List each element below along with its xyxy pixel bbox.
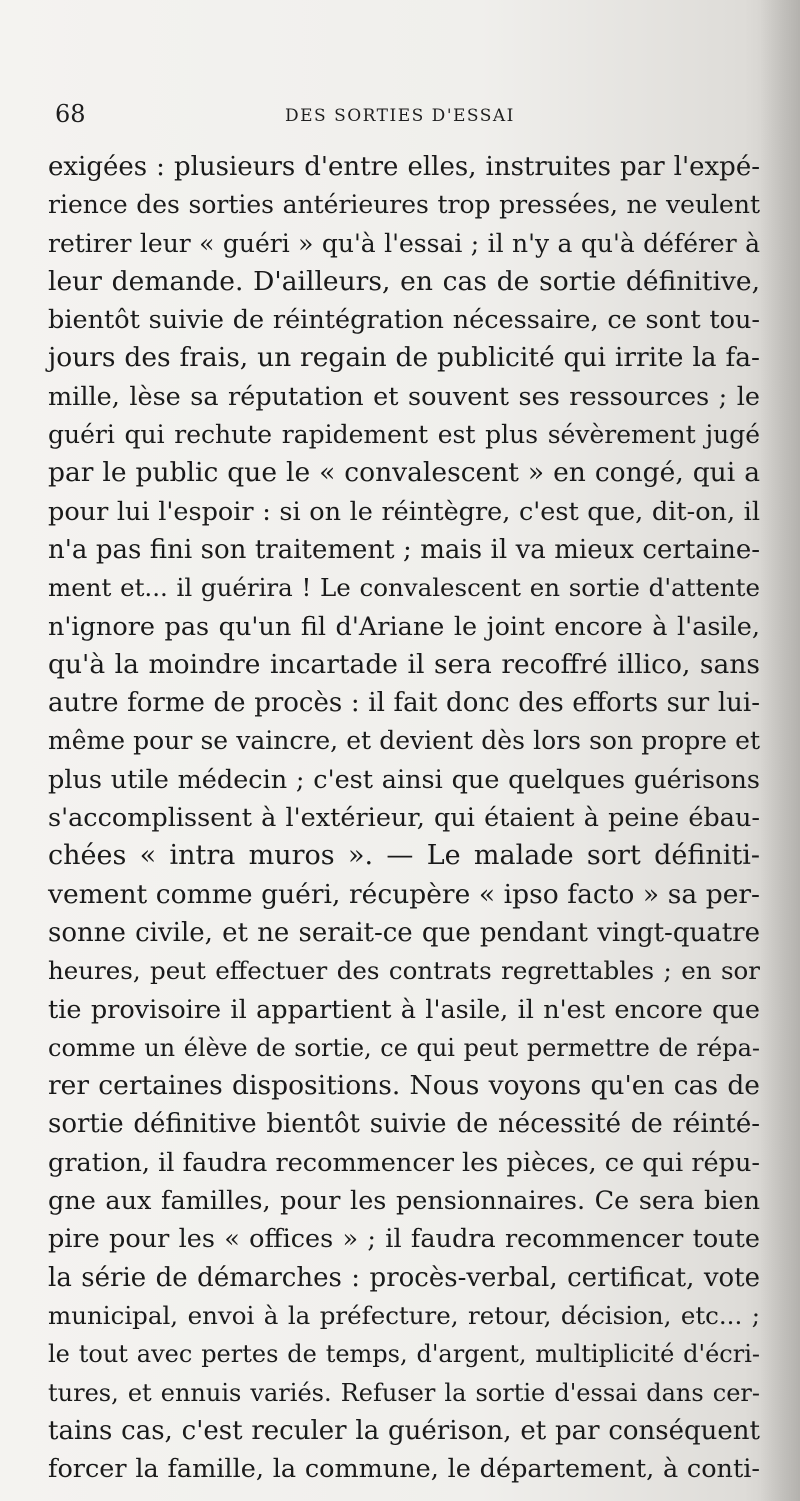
text-line: heures, peut effectuer des contrats regrettables ; en sor	[48, 956, 760, 986]
running-head	[55, 100, 755, 140]
text-line: bientôt suivie de réintégration nécessaire, ce sont tou-	[48, 305, 760, 336]
page-number: 68	[55, 100, 86, 128]
text-line: gration, il faudra recommencer les pièces, ce qui répu-	[48, 1147, 760, 1178]
text-line: jours des frais, un regain de publicité qui irrite la fa-	[48, 342, 760, 374]
text-line: n'ignore pas qu'un fil d'Ariane le joint encore à l'asile,	[48, 611, 760, 642]
text-line: comme un élève de sortie, ce qui peut permettre de répa-	[48, 1033, 760, 1062]
text-line: sonne civile, et ne serait-ce que pendant vingt-quatre	[48, 917, 760, 948]
text-line: plus utile médecin ; c'est ainsi que quelques guérisons	[48, 764, 760, 795]
body-text	[48, 148, 760, 1488]
text-line: autre forme de procès : il fait donc des efforts sur lui-	[48, 688, 760, 719]
text-line: leur demande. D'ailleurs, en cas de sortie définitive,	[48, 265, 760, 297]
text-line: sortie définitive bientôt suivie de nécessité de réinté-	[48, 1109, 760, 1140]
running-head-title: DES SORTIES D'ESSAI	[285, 106, 515, 126]
text-line: vement comme guéri, récupère « ipso facto » sa per-	[48, 878, 760, 910]
text-line: même pour se vaincre, et devient dès lors son propre et	[48, 726, 760, 756]
text-line: chées « intra muros ». — Le malade sort définiti-	[48, 840, 760, 872]
text-line: exigées : plusieurs d'entre elles, instruites par l'expé-	[48, 152, 760, 182]
text-line: rience des sorties antérieures trop pressées, ne veulent	[48, 190, 760, 220]
text-line: forcer la famille, la commune, le département, à conti-	[48, 1454, 760, 1485]
text-line: qu'à la moindre incartade il sera recoffré illico, sans	[48, 648, 760, 680]
text-line: s'accomplissent à l'extérieur, qui étaient à peine ébau-	[48, 803, 760, 834]
text-line: municipal, envoi à la préfecture, retour, décision, etc... ;	[48, 1300, 760, 1330]
text-line: rer certaines dispositions. Nous voyons qu'en cas de	[48, 1070, 760, 1102]
text-line: la série de démarches : procès-verbal, certificat, vote	[48, 1262, 760, 1293]
text-line: tie provisoire il appartient à l'asile, il n'est encore que	[48, 994, 760, 1025]
text-line: tures, et ennuis variés. Refuser la sortie d'essai dans cer-	[48, 1378, 760, 1407]
page-gutter-shadow	[760, 0, 800, 1501]
text-line: mille, lèse sa réputation et souvent ses ressources ; le	[48, 381, 760, 412]
text-line: pour lui l'espoir : si on le réintègre, c'est que, dit-on, il	[48, 496, 760, 527]
text-line: ment et... il guérira ! Le convalescent en sortie d'attente	[48, 573, 760, 603]
text-line: pire pour les « offices » ; il faudra recommencer toute	[48, 1224, 760, 1255]
text-line: retirer leur « guéri » qu'à l'essai ; il n'y a qu'à déférer à	[48, 228, 760, 258]
text-line: n'a pas fini son traitement ; mais il va mieux certaine-	[48, 534, 760, 565]
text-line: le tout avec pertes de temps, d'argent, multiplicité d'écri-	[48, 1340, 760, 1369]
text-line: par le public que le « convalescent » en congé, qui a	[48, 457, 760, 489]
text-line: tains cas, c'est reculer la guérison, et par conséquent	[48, 1415, 760, 1446]
text-line: guéri qui rechute rapidement est plus sévèrement jugé	[48, 420, 760, 450]
text-line: gne aux familles, pour les pensionnaires. Ce sera bien	[48, 1186, 760, 1217]
